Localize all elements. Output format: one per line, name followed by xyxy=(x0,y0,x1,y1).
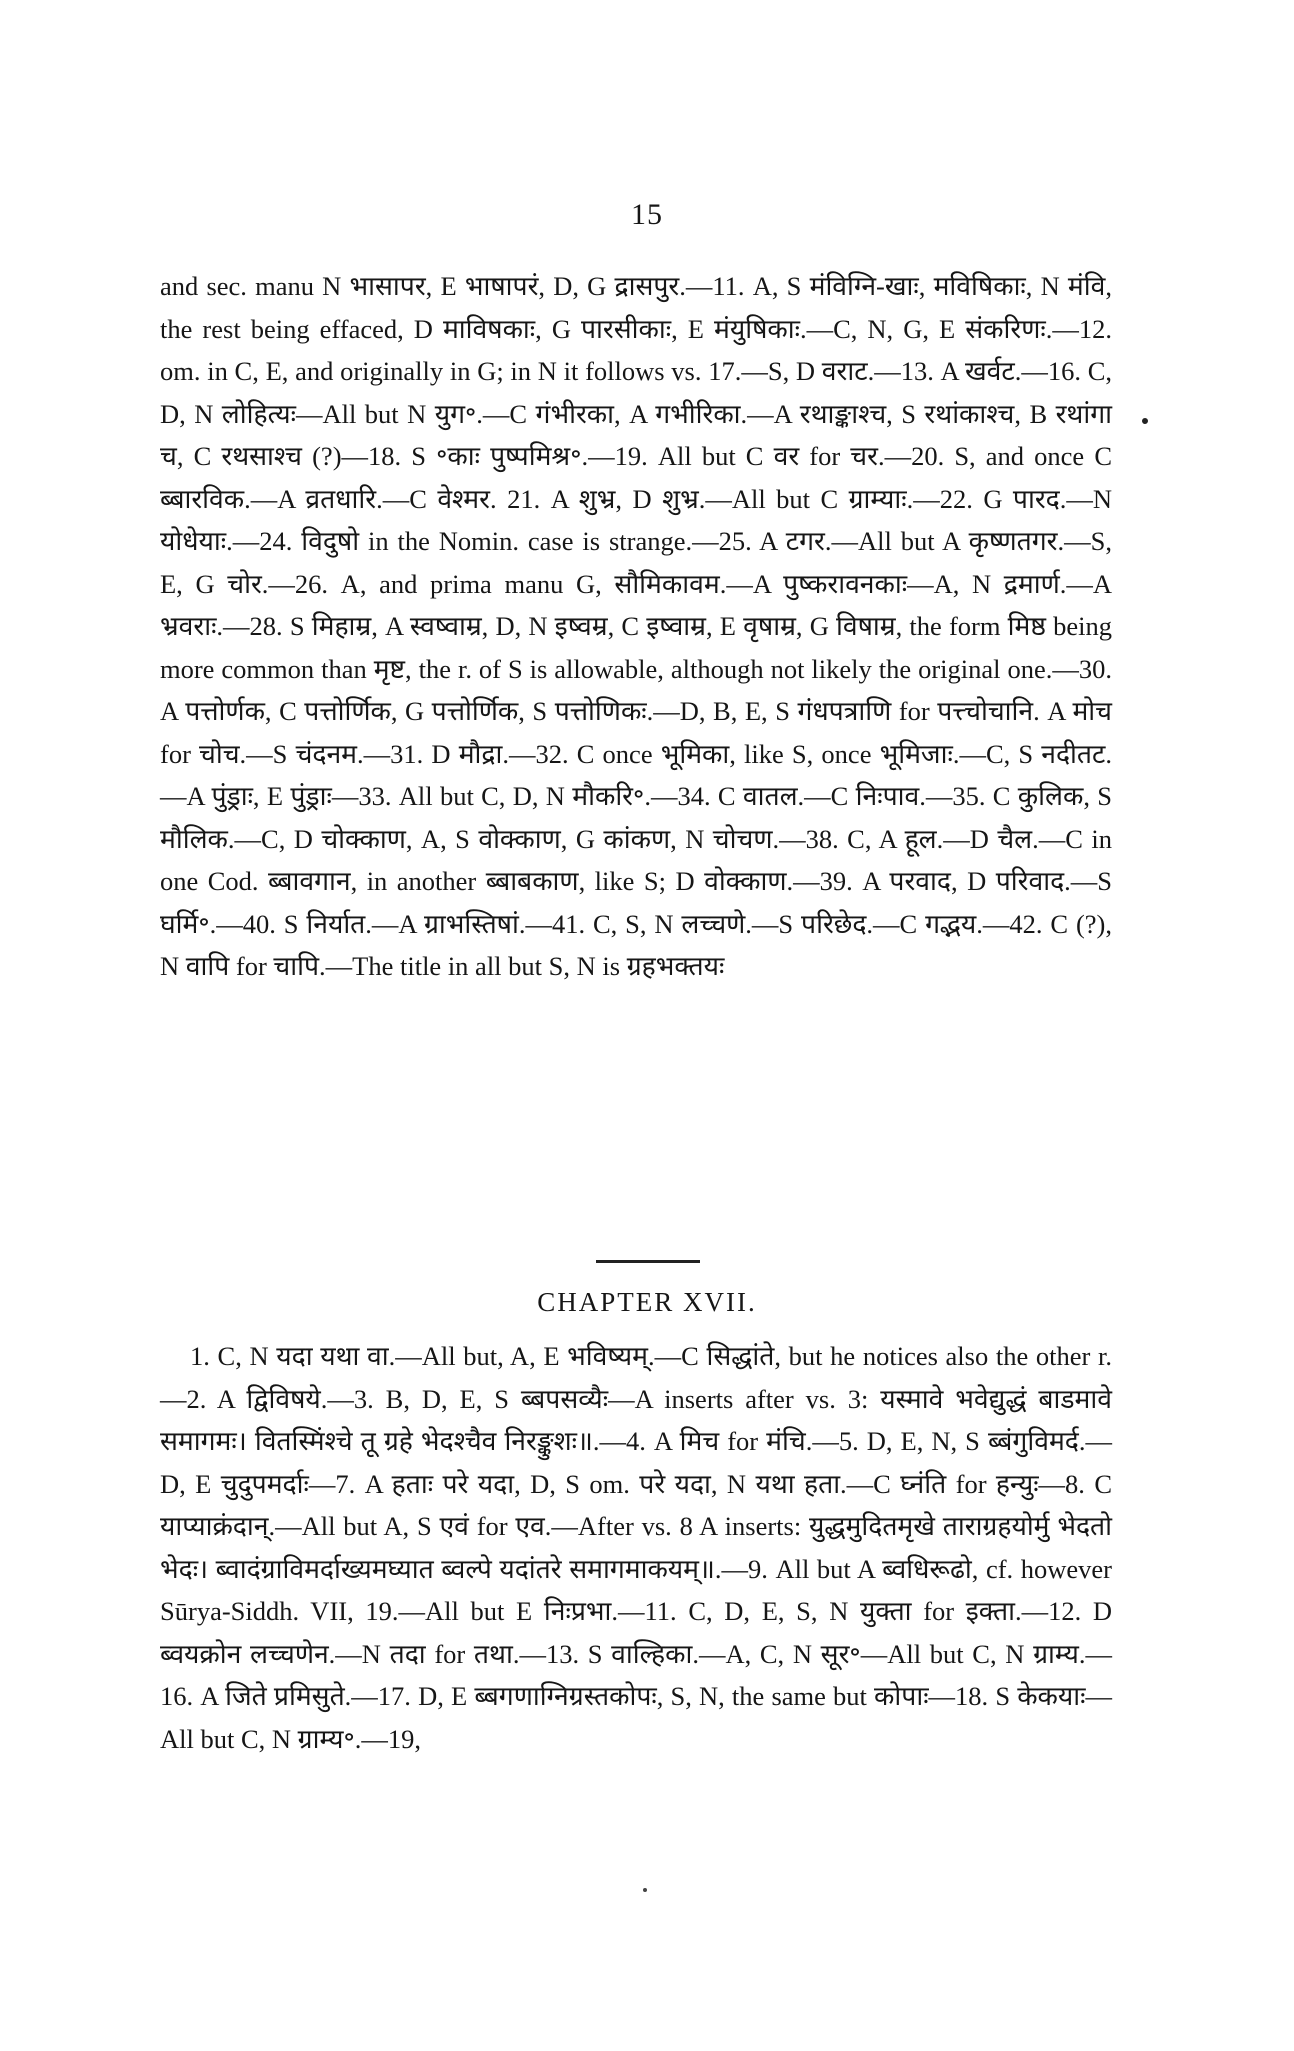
chapter-heading: CHAPTER XVII. xyxy=(537,1287,757,1317)
print-mark xyxy=(643,1888,647,1892)
section-divider xyxy=(596,1260,700,1263)
notes-paragraph: and sec. manu N भासापर, E भाषापरं, D, G द्रासपुर.—11. A, S मंविग्नि-खाः, मविषिकाः, N मंवि, the rest being effaced, D माविषकाः, G पारसीकाः, E मंयुषिकाः.—C, N, G, E संकरिणः.—12. om. in C, E, and originally in G; in N it follows vs. 17.—S, D वराट.—13. A खर्वट.—16. C, D, N लोहित्यः—All but N युग॰.—C गंभीरका, A गभीरिका.—A रथाङ्काश्च, S रथांकाश्च, B रथांगा च, C रथसाश्च (?)—18. S ॰काः पुष्पमिश्र॰.—19. All but C वर for चर.—20. S, and once C ब्बारविक.—A व्रतधारि.—C वेश्मर. 21. A शुभ्र, D शुभ्र.—All but C ग्राम्याः.—22. G पारद.—N योधेयाः.—24. विदुषो in the Nomin. case is strange.—25. A टगर.—All but A कृष्णतगर.—S, E, G चोर.—26. A, and prima manu G, सौमिकावम.—A पुष्करावनकाः—A, N द्रमार्ण.—A भ्रवराः.—28. S मिहाम्र, A स्वष्वाम्र, D, N इष्वम्र, C इष्वाम्र, E वृषाम्र, G विषाम्र, the form मिष्ठ being more common than मृष्ट, the r. of S is allowable, although not likely the original one.—30. A पत्तोर्णक, C पत्तोर्णिक, G पत्तोर्णिक, S पत्तोणिकः.—D, B, E, S गंधपत्राणि for पत्त्चोचानि. A मोच for चोच.—S चंदनम.—31. D मौद्रा.—32. C once भूमिका, like S, once भूमिजाः.—C, S नदीतट.—A पुंड्राः, E पुंड्राः—33. All but C, D, N मौकरि॰.—34. C वातल.—C निःपाव.—35. C कुलिक, S मौलिक.—C, D चोक्काण, A, S वोक्काण, G कांकण, N चोचण.—38. C, A हूल.—D चैल.—C in one Cod. ब्बावगान, in another ब्बाबकाण, like S; D वोक्काण.—39. A परवाद, D परिवाद.—S घर्मि॰.—40. S निर्यात.—A ग्राभस्तिषां.—41. C, S, N लच्चणे.—S परिछेद.—C गद्भय.—42. C (?), N वापि for चापि.—The title in all but S, N is ग्रहभक्तयः xyxy=(160,271,1112,981)
critical-notes-chapter-xvi xyxy=(160,265,1112,988)
notes-paragraph: 1. C, N यदा यथा वा.—All but, A, E भविष्यम्.—C सिद्धांते, but he notices also the other r.—2. A द्विविषये.—3. B, D, E, S ब्बपसव्यैः—A inserts after vs. 3: यस्मावे भवेद्युद्धं बाडमावे समागमः। वितस्मिंश्चे तू ग्रहे भेदश्चैव निरङ्कुशः॥.—4. A मिच for मंचि.—5. D, E, N, S ब्बंगुविमर्द.—D, E चुदुपमर्दाः—7. A हताः परे यदा, D, S om. परे यदा, N यथा हता.—C घ्नंति for हन्युः—8. C याप्याक्रंदान्.—All but A, S एवं for एव.—After vs. 8 A inserts: युद्धमुदितमृखे ताराग्रहयोर्मु भेदतो भेदः। ब्वादंग्राविमर्दाख्यमघ्यात ब्वल्पे यदांतरे समागमाकयम्॥.—9. All but A ब्वधिरूढो, cf. however Sūrya-Siddh. VII, 19.—All but E निःप्रभा.—11. C, D, E, S, N युक्ता for इक्ता.—12. D ब्वयक्रोन लच्चणेन.—N तदा for तथा.—13. S वाल्हिका.—A, C, N सूर॰—All but C, N ग्राम्य.—16. A जिते प्रमिसुते.—17. D, E ब्बगणाग्निग्रस्तकोपः, S, N, the same but कोपाः—18. S केकयाः—All but C, N ग्राम्य॰.—19, xyxy=(160,1341,1112,1754)
margin-dot xyxy=(1142,418,1148,424)
page-number: 15 xyxy=(631,198,663,231)
critical-notes-chapter-xvii xyxy=(160,1335,1112,1760)
